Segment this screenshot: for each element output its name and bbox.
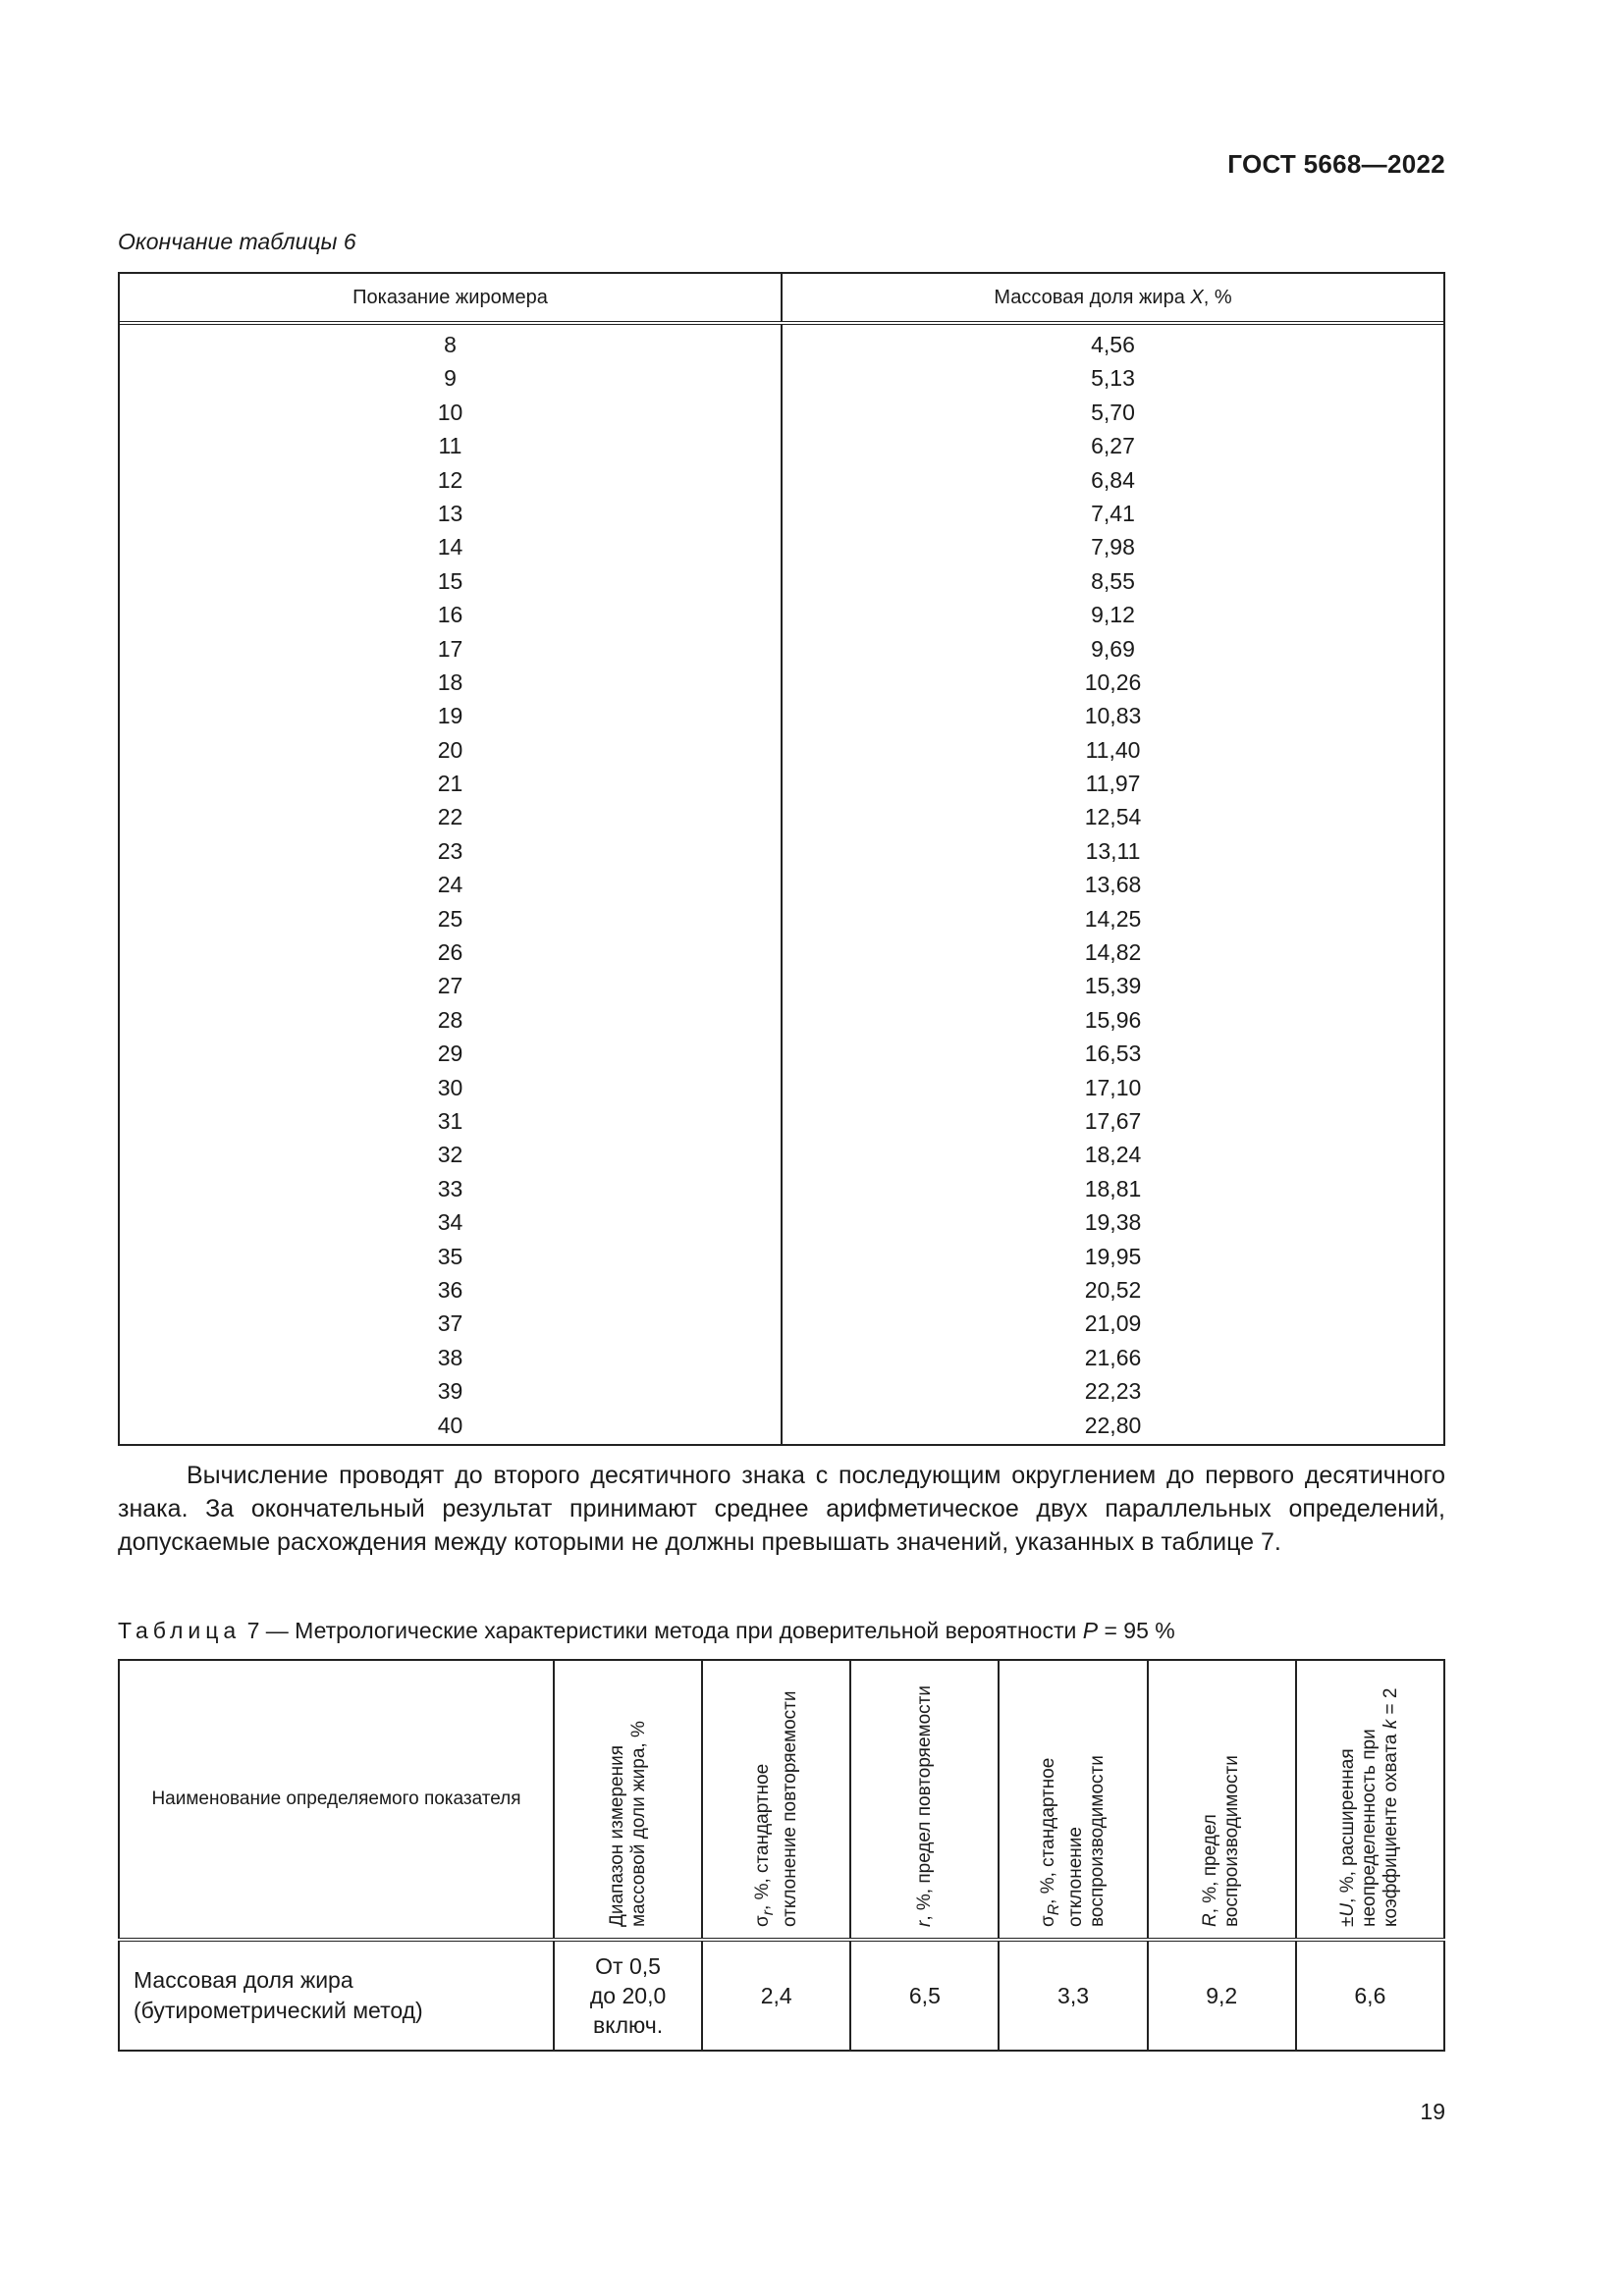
table6-fat-cell: 6,84 bbox=[1091, 466, 1135, 493]
table6-fat-cell: 18,24 bbox=[1084, 1142, 1142, 1168]
k-value: = 2 bbox=[1380, 1687, 1402, 1720]
k-var: k bbox=[1380, 1719, 1402, 1730]
table7-header-row bbox=[119, 1660, 1444, 1940]
table6-reading-cell: 25 bbox=[437, 905, 463, 932]
table6-reading-cell: 12 bbox=[437, 466, 463, 493]
table6-reading-cell: 39 bbox=[437, 1378, 463, 1405]
table7-R-header bbox=[1148, 1660, 1296, 1940]
sigma-symbol: σ bbox=[1038, 1915, 1059, 1927]
table6-reading-cell: 35 bbox=[437, 1243, 463, 1269]
table7-caption-word: Таблица bbox=[118, 1618, 242, 1643]
table6-reading-cell: 14 bbox=[437, 534, 463, 561]
table6-fat-cell: 8,55 bbox=[1091, 567, 1135, 594]
table6-fat-cell: 14,82 bbox=[1084, 939, 1142, 966]
table6-reading-cell: 38 bbox=[437, 1344, 463, 1370]
table7-range-header bbox=[554, 1660, 702, 1940]
table6-reading-cell: 8 bbox=[444, 332, 457, 357]
sigma-r-text: , %, стандартное отклонение повторяемости bbox=[751, 1690, 800, 1927]
table6-fat-cell: 19,95 bbox=[1084, 1243, 1142, 1269]
table7-U-header bbox=[1296, 1660, 1444, 1940]
table6-reading-cell: 24 bbox=[437, 872, 463, 898]
plus-minus: ± bbox=[1337, 1916, 1359, 1927]
table6-fat-cell: 17,67 bbox=[1084, 1107, 1142, 1134]
table6-reading-cell: 23 bbox=[437, 837, 463, 864]
table7-row-range bbox=[554, 1940, 702, 2051]
table6-fat-cell: 12,54 bbox=[1084, 804, 1142, 830]
table7 bbox=[118, 1659, 1445, 2052]
table6-reading-cell: 22 bbox=[437, 804, 463, 830]
table7-row-U: 6,6 bbox=[1296, 1940, 1444, 2051]
table7-caption-end: = 95 % bbox=[1098, 1618, 1175, 1643]
page-number: 19 bbox=[1420, 2099, 1445, 2124]
table6-reading-cell: 18 bbox=[437, 668, 463, 695]
table6-reading-cell: 37 bbox=[437, 1310, 463, 1337]
table6-body bbox=[120, 325, 1443, 1444]
table6-reading-cell: 29 bbox=[437, 1041, 463, 1067]
table6-reading-cell: 21 bbox=[437, 771, 463, 797]
table6-fat-cell: 21,09 bbox=[1084, 1310, 1142, 1337]
r-var: r bbox=[913, 1920, 935, 1927]
range-line-3: включ. bbox=[593, 2012, 664, 2038]
table6-fat-cell: 16,53 bbox=[1084, 1041, 1142, 1067]
table6-header bbox=[120, 274, 1443, 325]
table6-fat-cell: 9,69 bbox=[1091, 635, 1135, 662]
U-var: U bbox=[1337, 1902, 1359, 1917]
table7-caption-text: 7 — Метрологические характеристики метода при доверительной вероятности bbox=[241, 1618, 1083, 1643]
table6-caption: Окончание таблицы 6 bbox=[118, 229, 356, 254]
table6-reading-cell: 17 bbox=[437, 635, 463, 662]
table7-row-sigma-r: 2,4 bbox=[702, 1940, 850, 2051]
table6-reading-cell: 31 bbox=[437, 1107, 463, 1134]
table7-row-R: 9,2 bbox=[1148, 1940, 1296, 2051]
table6-reading-cell: 13 bbox=[437, 500, 463, 526]
table7-sigma-R-header bbox=[999, 1660, 1147, 1940]
sigma-R-text: , %, стандартное отклонение воспроизводимости bbox=[1038, 1755, 1108, 1927]
R-var: R bbox=[1200, 1913, 1221, 1927]
table6-reading-cell: 33 bbox=[437, 1175, 463, 1201]
table7-row-r: 6,5 bbox=[850, 1940, 999, 2051]
col2-header-suffix: , % bbox=[1203, 286, 1232, 308]
sigma-r-subscript: r bbox=[759, 1909, 777, 1916]
table6-fat-cell: 7,98 bbox=[1091, 534, 1135, 561]
table6-reading-cell: 27 bbox=[437, 973, 463, 999]
body-paragraph: Вычисление проводят до второго десятичного знака с последующим округлением до первого десятичного знака. За окончательный результат принимают среднее арифметическое двух параллельных определений, допускаемые расхождения между которыми не должны превышать значений, указанных в таблице 7. bbox=[118, 1462, 1445, 1556]
table6-fat-cell: 5,70 bbox=[1091, 399, 1135, 425]
table7-row bbox=[119, 1940, 1444, 2051]
table7-r-header bbox=[850, 1660, 999, 1940]
table7-caption bbox=[118, 1618, 1175, 1644]
table6-fat-cell: 22,23 bbox=[1084, 1378, 1142, 1405]
table7-row-name: Массовая доля жира (бутирометрический метод) bbox=[119, 1940, 554, 2051]
table6 bbox=[118, 272, 1445, 1446]
table6-reading-cell: 28 bbox=[437, 1006, 463, 1033]
table6-fat-cell: 10,83 bbox=[1084, 703, 1142, 729]
table6-fat-cell: 13,11 bbox=[1085, 837, 1141, 864]
U-text: , %, расширенная неопределенность при коэффициенте охвата bbox=[1337, 1729, 1402, 1927]
table6-fat-cell: 22,80 bbox=[1084, 1412, 1142, 1438]
table6-fat-cell: 7,41 bbox=[1091, 500, 1135, 526]
table7-row-sigma-R: 3,3 bbox=[999, 1940, 1147, 2051]
col2-header-var: X bbox=[1190, 286, 1204, 308]
table7-caption-var: P bbox=[1082, 1618, 1099, 1643]
table6-fat-cell: 15,96 bbox=[1084, 1006, 1142, 1033]
table6-fat-cell: 4,56 bbox=[1091, 332, 1135, 357]
table6-fat-cell: 18,81 bbox=[1084, 1175, 1142, 1201]
table6-fat-cell: 10,26 bbox=[1084, 668, 1142, 695]
table6-fat-cell: 14,25 bbox=[1084, 905, 1142, 932]
table6-fat-cell: 19,38 bbox=[1084, 1209, 1142, 1236]
table6-reading-cell: 32 bbox=[437, 1142, 463, 1168]
range-header-text: Диапазон измерения массовой доли жира, % bbox=[606, 1721, 649, 1927]
table7-sigma-r-header bbox=[702, 1660, 850, 1940]
table6-reading-cell: 15 bbox=[437, 567, 463, 594]
table6-fat-cell: 15,39 bbox=[1084, 973, 1142, 999]
sigma-symbol: σ bbox=[751, 1915, 773, 1927]
R-text: , %, предел воспроизводимости bbox=[1200, 1755, 1243, 1927]
table6-reading-cell: 11 bbox=[438, 433, 462, 459]
table6-fat-cell: 20,52 bbox=[1084, 1276, 1142, 1303]
table6-fat-cell: 11,97 bbox=[1085, 771, 1141, 797]
table6-fat-cell: 5,13 bbox=[1091, 365, 1135, 392]
table6-col2-header bbox=[783, 274, 1443, 321]
col2-header-text: Массовая доля жира bbox=[994, 286, 1191, 308]
table6-reading-cell: 9 bbox=[444, 365, 457, 392]
range-line-1: От 0,5 bbox=[595, 1953, 661, 1979]
table6-reading-cell: 26 bbox=[437, 939, 463, 966]
range-line-2: до 20,0 bbox=[589, 1983, 667, 2008]
table6-fat-column bbox=[783, 328, 1443, 1442]
table6-col1-header: Показание жиромера bbox=[120, 274, 783, 321]
table6-fat-cell: 21,66 bbox=[1084, 1344, 1142, 1370]
table6-reading-cell: 34 bbox=[437, 1209, 463, 1236]
table6-reading-cell: 40 bbox=[437, 1412, 463, 1438]
table7-name-header: Наименование определяемого показателя bbox=[119, 1660, 554, 1940]
table6-reading-cell: 19 bbox=[437, 703, 463, 729]
table6-reading-cell: 10 bbox=[437, 399, 463, 425]
table6-fat-cell: 17,10 bbox=[1084, 1074, 1142, 1100]
table6-fat-cell: 13,68 bbox=[1084, 872, 1142, 898]
table6-reading-cell: 30 bbox=[437, 1074, 463, 1100]
sigma-R-subscript: R bbox=[1045, 1903, 1062, 1916]
table6-fat-cell: 6,27 bbox=[1091, 433, 1135, 459]
table6-reading-cell: 16 bbox=[437, 602, 463, 628]
table6-fat-cell: 11,40 bbox=[1085, 736, 1141, 763]
document-code: ГОСТ 5668—2022 bbox=[1227, 149, 1445, 179]
table6-readings-column bbox=[120, 325, 783, 1444]
r-text: , %, предел повторяемости bbox=[913, 1685, 935, 1921]
table6-reading-cell: 20 bbox=[437, 736, 463, 763]
table6-fat-cell: 9,12 bbox=[1091, 602, 1135, 628]
table6-reading-cell: 36 bbox=[437, 1276, 463, 1303]
